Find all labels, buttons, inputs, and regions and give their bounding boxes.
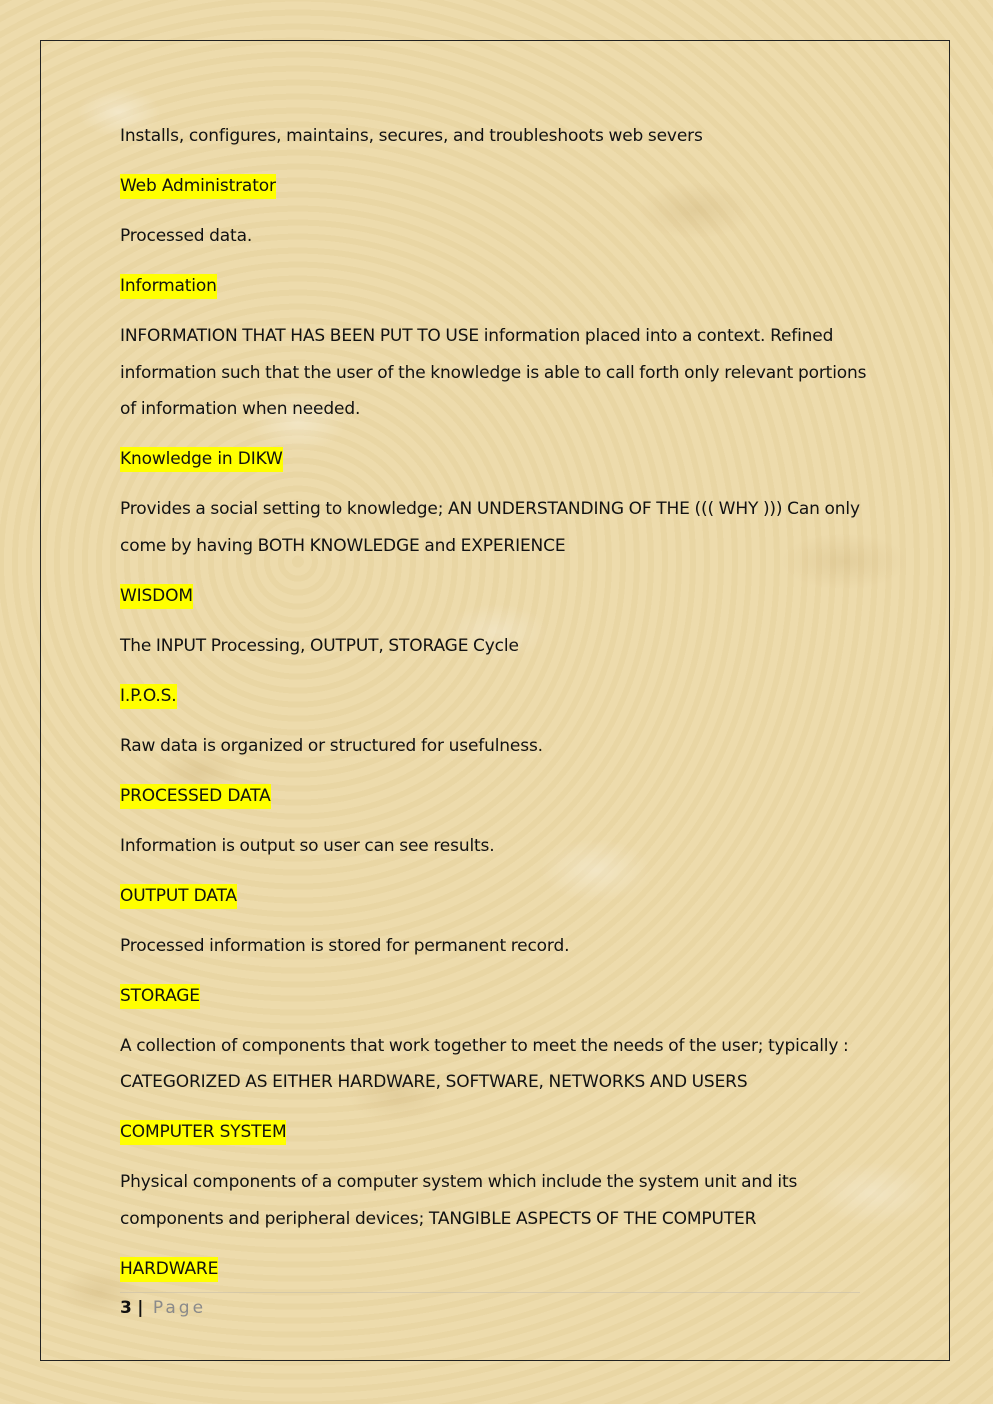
term-text: OUTPUT DATA <box>120 884 237 909</box>
highlighted-term <box>120 578 870 615</box>
highlighted-term <box>120 778 870 815</box>
definition-text: Raw data is organized or structured for usefulness. <box>120 735 543 756</box>
definition-text: INFORMATION THAT HAS BEEN PUT TO USE information placed into a context. Refined information such that the user of the knowledge is able to call forth only relevant portions of information when needed. <box>120 326 867 419</box>
definition-text: Physical components of a computer system which include the system unit and its components and peripheral devices; TANGIBLE ASPECTS OF THE COMPUTER <box>120 1172 798 1229</box>
term-text: Information <box>120 274 217 299</box>
highlighted-term <box>120 168 870 205</box>
definition-text: Processed data. <box>120 226 253 246</box>
page-footer <box>120 1292 860 1321</box>
definition-text: The INPUT Processing, OUTPUT, STORAGE Cycle <box>120 635 519 656</box>
page-label: Page <box>152 1298 207 1318</box>
term-text: STORAGE <box>120 984 200 1009</box>
highlighted-term <box>120 441 870 478</box>
highlighted-term <box>120 1251 870 1288</box>
highlighted-term <box>120 878 870 915</box>
definition-text: Processed information is stored for permanent record. <box>120 935 570 956</box>
term-text: I.P.O.S. <box>120 684 177 709</box>
page-number: 3 <box>120 1298 132 1318</box>
highlighted-term <box>120 978 870 1015</box>
document-body <box>120 118 870 1301</box>
definition-text: Installs, configures, maintains, secures, and troubleshoots web severs <box>120 126 703 146</box>
definition-text: Information is output so user can see results. <box>120 835 495 856</box>
highlighted-term <box>120 268 870 305</box>
term-text: COMPUTER SYSTEM <box>120 1120 286 1145</box>
term-text: Web Administrator <box>120 174 276 199</box>
highlighted-term <box>120 678 870 715</box>
term-text: WISDOM <box>120 584 193 609</box>
term-text: Knowledge in DIKW <box>120 447 283 472</box>
definition-text: A collection of components that work together to meet the needs of the user; typically : CATEGORIZED AS EITHER HARDWARE, SOFTWARE, NETWORKS AND USERS <box>120 1035 849 1092</box>
term-text: HARDWARE <box>120 1257 218 1282</box>
definition-text: Provides a social setting to knowledge; AN UNDERSTANDING OF THE ((( WHY ))) Can only come by having BOTH KNOWLEDGE and EXPERIENCE <box>120 499 860 556</box>
footer-separator: | <box>137 1298 144 1318</box>
term-text: PROCESSED DATA <box>120 784 271 809</box>
highlighted-term <box>120 1114 870 1151</box>
